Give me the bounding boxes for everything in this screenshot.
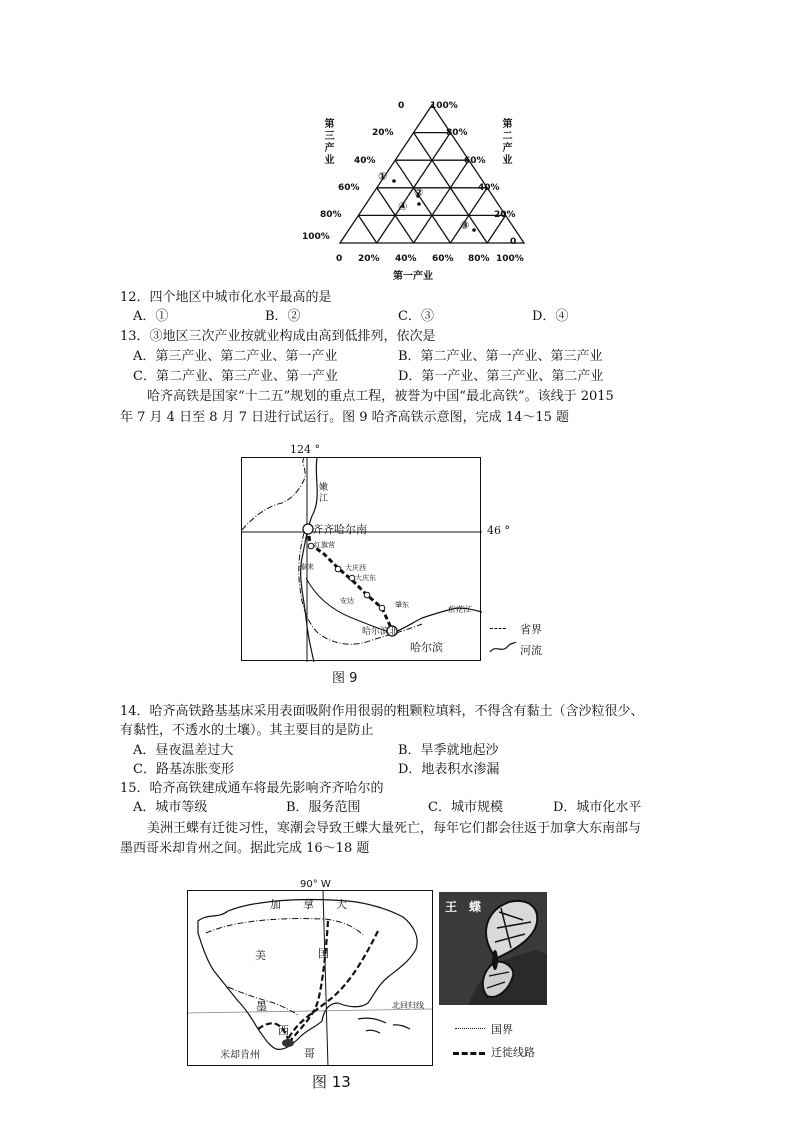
legend-river-label: 河流 [520, 644, 542, 657]
q15-option-b[interactable]: B．服务范围 [286, 800, 361, 815]
left-tick-60: 60% [338, 183, 360, 193]
q15-option-c[interactable]: C．城市规模 [428, 800, 503, 815]
legend-migration-route-line [453, 1052, 485, 1055]
map-figure-9 [241, 457, 481, 661]
left-tick-20: 20% [372, 128, 394, 138]
point-label-2: ② [414, 186, 424, 199]
passage2-line1: 美洲王蝶有迁徙习性，寒潮会导致王蝶大量死亡，每年它们都会往返于加拿大东南部与 [147, 821, 642, 836]
right-axis-label: 第二产业 [500, 118, 511, 166]
passage1-line1: 哈齐高铁是国家“十二五”规划的重点工程，被誉为中国“最北高铁”。该线于 2015 [147, 389, 614, 404]
canada-label-1: 加 [270, 898, 281, 911]
map9-longitude-label: 124 ° [290, 443, 320, 456]
q13-option-b[interactable]: B．第二产业、第一产业、第三产业 [398, 349, 603, 364]
q13-option-c[interactable]: C．第二产业、第三产业、第一产业 [133, 369, 338, 384]
monarch-photo-label: 王 蝶 [445, 900, 482, 914]
q15-option-d[interactable]: D．城市化水平 [553, 800, 642, 815]
figure-9-caption: 图 9 [332, 671, 358, 686]
daqingdong-label: 大庆东 [355, 574, 376, 582]
bottom-tick-40: 40% [395, 254, 417, 264]
q13-option-a[interactable]: A．第三产业、第二产业、第一产业 [133, 349, 338, 364]
monarch-butterfly-photo [439, 892, 547, 1005]
point-label-1: ① [378, 170, 388, 183]
usa-label-2: 国 [318, 947, 329, 960]
q14-option-b[interactable]: B．旱季就地起沙 [398, 743, 499, 758]
bottom-tick-80: 80% [468, 254, 490, 264]
right-tick-80: 80% [446, 128, 468, 138]
passage2-line2: 墨西哥米却肯州之间。据此完成 16～18 题 [120, 841, 370, 856]
right-tick-0: 0 [510, 237, 517, 247]
map9-latitude-label: 46 ° [487, 524, 510, 537]
mexico-label-3: 哥 [304, 1047, 315, 1060]
q12-option-d[interactable]: D．④ [532, 309, 569, 324]
right-tick-100: 100% [430, 101, 458, 111]
anda-label: 安达 [340, 597, 354, 605]
left-tick-0: 0 [398, 101, 405, 111]
bottom-tick-20: 20% [358, 254, 380, 264]
left-tick-100: 100% [302, 232, 330, 242]
q14-stem-line2: 有黏性，不透水的土壤）。其主要目的是防止 [120, 723, 374, 738]
bottom-axis-label: 第一产业 [393, 271, 433, 282]
canada-label-3: 大 [336, 898, 347, 911]
hongqiying-label: 红旗营 [314, 541, 335, 549]
q12-option-a[interactable]: A．① [133, 309, 169, 324]
daqingxi-label: 大庆西 [345, 564, 366, 572]
map-figure-13 [187, 890, 433, 1066]
tailai-label: 泰来 [300, 563, 314, 571]
mexico-label-1: 墨 [256, 1000, 267, 1013]
map13-longitude-label: 90° W [300, 879, 331, 890]
point-label-3: ③ [460, 219, 470, 232]
left-tick-40: 40% [354, 156, 376, 166]
nen-river-label: 嫩江 [317, 482, 327, 504]
harbin-label: 哈尔滨 [410, 641, 443, 654]
legend-border-line [490, 628, 506, 629]
harbin-north-label: 哈尔滨北 [362, 627, 399, 637]
q14-option-a[interactable]: A．昼夜温差过大 [133, 743, 234, 758]
legend-country-border-label: 国界 [491, 1023, 513, 1036]
usa-label-1: 美 [255, 949, 266, 962]
q14-option-d[interactable]: D．地表积水渗漏 [398, 762, 500, 777]
figure-13-caption: 图 13 [312, 1073, 351, 1091]
passage1-line2: 年 7 月 4 日至 8 月 7 日进行试运行。图 9 哈齐高铁示意图，完成 14～15 题 [120, 410, 570, 425]
point-label-4: ④ [398, 200, 408, 213]
mexico-label-2: 西 [278, 1024, 289, 1037]
michoacan-label: 米却肯州 [220, 1050, 260, 1061]
left-tick-80: 80% [320, 210, 342, 220]
songhua-river-label: 松花江 [447, 605, 471, 614]
tropic-label: 北回归线 [392, 1001, 424, 1010]
bottom-tick-0: 0 [336, 254, 343, 264]
q14-option-c[interactable]: C．路基冻胀变形 [133, 762, 234, 777]
right-tick-40: 40% [478, 183, 500, 193]
q15-stem: 15．哈齐高铁建成通车将最先影响齐齐哈尔的 [120, 781, 384, 796]
legend-river-icon [488, 640, 518, 656]
q12-option-c[interactable]: C．③ [398, 309, 434, 324]
q13-option-d[interactable]: D．第一产业、第三产业、第二产业 [398, 369, 604, 384]
right-tick-20: 20% [494, 210, 516, 220]
q14-stem-line1: 14．哈齐高铁路基基床采用表面吸附作用很弱的粗颗粒填料，不得含有黏土（含沙粒很少、 [120, 704, 644, 719]
qiqihar-south-label: 齐齐哈尔南 [312, 523, 367, 536]
legend-border-label: 省界 [520, 623, 542, 636]
left-axis-label: 第三产业 [322, 118, 333, 166]
legend-country-border-line [455, 1028, 485, 1029]
q12-option-b[interactable]: B．② [265, 309, 301, 324]
q13-stem: 13．③地区三次产业按就业构成由高到低排列，依次是 [120, 329, 436, 344]
bottom-tick-60: 60% [432, 254, 454, 264]
bottom-tick-100: 100% [496, 254, 524, 264]
q15-option-a[interactable]: A．城市等级 [133, 800, 208, 815]
right-tick-60: 60% [464, 156, 486, 166]
zhaodong-label: 肇东 [395, 601, 409, 609]
canada-label-2: 拿 [303, 898, 314, 911]
legend-migration-route-label: 迁徙线路 [491, 1046, 535, 1059]
q12-stem: 12．四个地区中城市化水平最高的是 [120, 290, 332, 305]
